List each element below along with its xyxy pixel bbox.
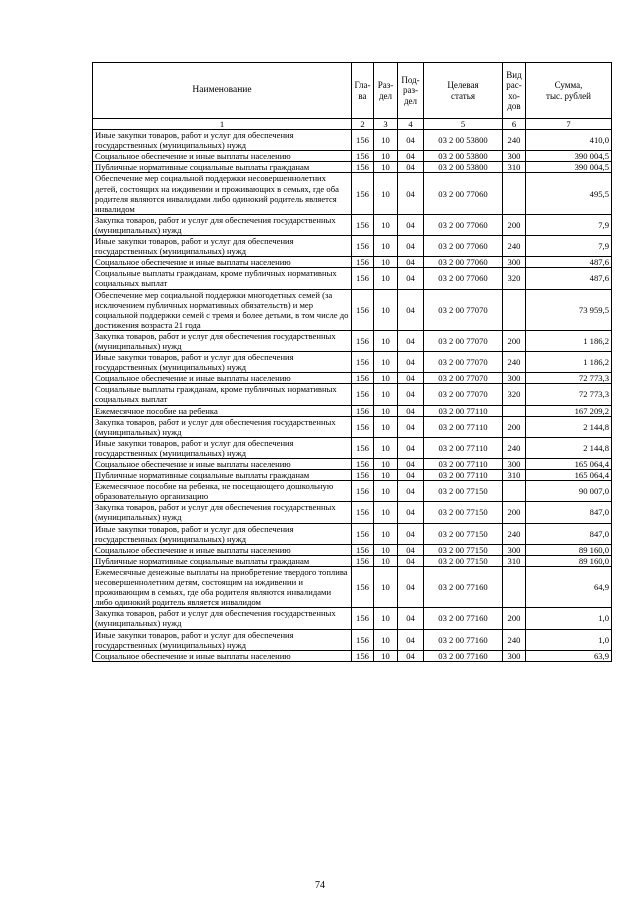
row-name: Ежемесячное пособие на ребенка bbox=[93, 405, 352, 416]
table-row bbox=[93, 459, 612, 470]
row-name: Иные закупки товаров, работ и услуг для обеспечения государственных (муниципальных) нужд bbox=[93, 437, 352, 458]
row-vid: 300 bbox=[503, 650, 526, 661]
row-vid: 240 bbox=[503, 629, 526, 650]
row-podrazdel: 04 bbox=[398, 437, 424, 458]
row-razdel: 10 bbox=[374, 257, 398, 268]
row-glava: 156 bbox=[352, 289, 374, 330]
row-target: 03 2 00 77150 bbox=[424, 481, 503, 502]
row-razdel: 10 bbox=[374, 236, 398, 257]
row-podrazdel: 04 bbox=[398, 384, 424, 405]
row-glava: 156 bbox=[352, 523, 374, 544]
column-number: 3 bbox=[374, 119, 398, 130]
row-name: Иные закупки товаров, работ и услуг для обеспечения государственных (муниципальных) нужд bbox=[93, 352, 352, 373]
row-vid: 300 bbox=[503, 544, 526, 555]
row-razdel: 10 bbox=[374, 352, 398, 373]
row-podrazdel: 04 bbox=[398, 130, 424, 151]
row-vid: 240 bbox=[503, 130, 526, 151]
table-row bbox=[93, 268, 612, 289]
row-razdel: 10 bbox=[374, 416, 398, 437]
table-row bbox=[93, 566, 612, 607]
row-razdel: 10 bbox=[374, 544, 398, 555]
row-razdel: 10 bbox=[374, 555, 398, 566]
row-name: Социальное обеспечение и иные выплаты населению bbox=[93, 151, 352, 162]
row-target: 03 2 00 77160 bbox=[424, 566, 503, 607]
row-podrazdel: 04 bbox=[398, 151, 424, 162]
row-glava: 156 bbox=[352, 405, 374, 416]
row-target: 03 2 00 77150 bbox=[424, 555, 503, 566]
table-row bbox=[93, 523, 612, 544]
row-name: Социальное обеспечение и иные выплаты населению bbox=[93, 459, 352, 470]
row-podrazdel: 04 bbox=[398, 405, 424, 416]
row-vid bbox=[503, 566, 526, 607]
table-row bbox=[93, 555, 612, 566]
row-sum: 72 773,3 bbox=[526, 384, 612, 405]
row-podrazdel: 04 bbox=[398, 459, 424, 470]
row-razdel: 10 bbox=[374, 151, 398, 162]
row-glava: 156 bbox=[352, 459, 374, 470]
row-glava: 156 bbox=[352, 437, 374, 458]
table-row bbox=[93, 384, 612, 405]
row-target: 03 2 00 77060 bbox=[424, 268, 503, 289]
row-glava: 156 bbox=[352, 330, 374, 351]
row-vid: 300 bbox=[503, 373, 526, 384]
row-glava: 156 bbox=[352, 214, 374, 235]
row-sum: 847,0 bbox=[526, 523, 612, 544]
row-razdel: 10 bbox=[374, 268, 398, 289]
row-vid: 200 bbox=[503, 416, 526, 437]
table-row bbox=[93, 416, 612, 437]
page-number: 74 bbox=[315, 880, 325, 891]
column-number: 2 bbox=[352, 119, 374, 130]
row-vid: 200 bbox=[503, 502, 526, 523]
row-podrazdel: 04 bbox=[398, 523, 424, 544]
table-row bbox=[93, 352, 612, 373]
row-target: 03 2 00 77110 bbox=[424, 437, 503, 458]
row-name: Иные закупки товаров, работ и услуг для обеспечения государственных (муниципальных) нужд bbox=[93, 236, 352, 257]
row-sum: 2 144,8 bbox=[526, 416, 612, 437]
row-glava: 156 bbox=[352, 502, 374, 523]
table-row bbox=[93, 481, 612, 502]
row-podrazdel: 04 bbox=[398, 608, 424, 629]
row-target: 03 2 00 77110 bbox=[424, 405, 503, 416]
row-target: 03 2 00 53800 bbox=[424, 162, 503, 173]
column-number: 7 bbox=[526, 119, 612, 130]
row-name: Социальное обеспечение и иные выплаты населению bbox=[93, 650, 352, 661]
row-sum: 89 160,0 bbox=[526, 555, 612, 566]
row-sum: 64,9 bbox=[526, 566, 612, 607]
row-glava: 156 bbox=[352, 629, 374, 650]
row-target: 03 2 00 77070 bbox=[424, 352, 503, 373]
row-target: 03 2 00 77160 bbox=[424, 608, 503, 629]
row-podrazdel: 04 bbox=[398, 544, 424, 555]
row-glava: 156 bbox=[352, 268, 374, 289]
row-name: Закупка товаров, работ и услуг для обеспечения государственных (муниципальных) нужд bbox=[93, 214, 352, 235]
row-podrazdel: 04 bbox=[398, 470, 424, 481]
row-razdel: 10 bbox=[374, 502, 398, 523]
row-vid: 200 bbox=[503, 330, 526, 351]
row-podrazdel: 04 bbox=[398, 502, 424, 523]
row-name: Социальные выплаты гражданам, кроме публичных нормативных социальных выплат bbox=[93, 384, 352, 405]
row-sum: 847,0 bbox=[526, 502, 612, 523]
row-glava: 156 bbox=[352, 236, 374, 257]
row-sum: 89 160,0 bbox=[526, 544, 612, 555]
row-vid: 300 bbox=[503, 257, 526, 268]
row-glava: 156 bbox=[352, 481, 374, 502]
row-sum: 390 004,5 bbox=[526, 151, 612, 162]
table-row bbox=[93, 470, 612, 481]
table-row bbox=[93, 405, 612, 416]
row-glava: 156 bbox=[352, 373, 374, 384]
row-vid: 310 bbox=[503, 162, 526, 173]
row-vid: 320 bbox=[503, 268, 526, 289]
row-sum: 487,6 bbox=[526, 268, 612, 289]
row-target: 03 2 00 77150 bbox=[424, 523, 503, 544]
table-row bbox=[93, 130, 612, 151]
row-sum: 90 007,0 bbox=[526, 481, 612, 502]
row-razdel: 10 bbox=[374, 330, 398, 351]
table-row bbox=[93, 162, 612, 173]
row-target: 03 2 00 77110 bbox=[424, 416, 503, 437]
row-razdel: 10 bbox=[374, 384, 398, 405]
column-number: 4 bbox=[398, 119, 424, 130]
table-row bbox=[93, 257, 612, 268]
row-name: Обеспечение мер социальной поддержки несовершеннолетних детей, состоящих на иждивении и проживающих в семьях, где оба родителя являются инвалидами либо одинокий родитель является инвалидом bbox=[93, 173, 352, 214]
row-target: 03 2 00 77060 bbox=[424, 236, 503, 257]
header-podrazdel: Под- раз- дел bbox=[398, 63, 424, 119]
row-glava: 156 bbox=[352, 544, 374, 555]
row-razdel: 10 bbox=[374, 214, 398, 235]
row-name: Закупка товаров, работ и услуг для обеспечения государственных (муниципальных) нужд bbox=[93, 330, 352, 351]
row-razdel: 10 bbox=[374, 650, 398, 661]
row-glava: 156 bbox=[352, 130, 374, 151]
row-vid: 240 bbox=[503, 352, 526, 373]
row-podrazdel: 04 bbox=[398, 555, 424, 566]
row-podrazdel: 04 bbox=[398, 330, 424, 351]
header-vid: Вид рас- хо- дов bbox=[503, 63, 526, 119]
row-podrazdel: 04 bbox=[398, 173, 424, 214]
row-podrazdel: 04 bbox=[398, 416, 424, 437]
table-body bbox=[93, 130, 612, 662]
row-vid: 300 bbox=[503, 151, 526, 162]
row-target: 03 2 00 77150 bbox=[424, 502, 503, 523]
row-glava: 156 bbox=[352, 566, 374, 607]
row-name: Иные закупки товаров, работ и услуг для обеспечения государственных (муниципальных) нужд bbox=[93, 629, 352, 650]
row-name: Публичные нормативные социальные выплаты гражданам bbox=[93, 555, 352, 566]
row-podrazdel: 04 bbox=[398, 257, 424, 268]
row-vid: 240 bbox=[503, 236, 526, 257]
row-vid bbox=[503, 405, 526, 416]
row-glava: 156 bbox=[352, 470, 374, 481]
column-number: 6 bbox=[503, 119, 526, 130]
row-glava: 156 bbox=[352, 162, 374, 173]
row-sum: 1,0 bbox=[526, 608, 612, 629]
row-glava: 156 bbox=[352, 416, 374, 437]
row-razdel: 10 bbox=[374, 481, 398, 502]
row-vid: 240 bbox=[503, 437, 526, 458]
row-sum: 167 209,2 bbox=[526, 405, 612, 416]
table-row bbox=[93, 173, 612, 214]
row-name: Социальное обеспечение и иные выплаты населению bbox=[93, 257, 352, 268]
row-target: 03 2 00 53800 bbox=[424, 130, 503, 151]
row-name: Социальное обеспечение и иные выплаты населению bbox=[93, 544, 352, 555]
row-target: 03 2 00 77060 bbox=[424, 257, 503, 268]
row-razdel: 10 bbox=[374, 130, 398, 151]
row-razdel: 10 bbox=[374, 608, 398, 629]
row-glava: 156 bbox=[352, 173, 374, 214]
header-target: Целевая статья bbox=[424, 63, 503, 119]
table-row bbox=[93, 650, 612, 661]
row-sum: 390 004,5 bbox=[526, 162, 612, 173]
table-row bbox=[93, 629, 612, 650]
column-number-row bbox=[93, 119, 612, 130]
row-target: 03 2 00 77110 bbox=[424, 470, 503, 481]
row-vid: 310 bbox=[503, 555, 526, 566]
row-podrazdel: 04 bbox=[398, 650, 424, 661]
column-number: 1 bbox=[93, 119, 352, 130]
row-sum: 63,9 bbox=[526, 650, 612, 661]
table-row bbox=[93, 289, 612, 330]
row-vid bbox=[503, 289, 526, 330]
header-sum: Сумма, тыс. рублей bbox=[526, 63, 612, 119]
row-podrazdel: 04 bbox=[398, 373, 424, 384]
row-razdel: 10 bbox=[374, 629, 398, 650]
row-name: Публичные нормативные социальные выплаты гражданам bbox=[93, 470, 352, 481]
row-name: Закупка товаров, работ и услуг для обеспечения государственных (муниципальных) нужд bbox=[93, 608, 352, 629]
row-target: 03 2 00 77070 bbox=[424, 384, 503, 405]
row-glava: 156 bbox=[352, 384, 374, 405]
table-row bbox=[93, 151, 612, 162]
row-name: Публичные нормативные социальные выплаты гражданам bbox=[93, 162, 352, 173]
row-sum: 73 959,5 bbox=[526, 289, 612, 330]
row-sum: 487,6 bbox=[526, 257, 612, 268]
row-podrazdel: 04 bbox=[398, 289, 424, 330]
row-razdel: 10 bbox=[374, 459, 398, 470]
row-name: Закупка товаров, работ и услуг для обеспечения государственных (муниципальных) нужд bbox=[93, 416, 352, 437]
row-glava: 156 bbox=[352, 257, 374, 268]
row-glava: 156 bbox=[352, 650, 374, 661]
row-sum: 165 064,4 bbox=[526, 459, 612, 470]
row-podrazdel: 04 bbox=[398, 629, 424, 650]
row-glava: 156 bbox=[352, 608, 374, 629]
row-name: Иные закупки товаров, работ и услуг для обеспечения государственных (муниципальных) нужд bbox=[93, 130, 352, 151]
row-vid: 310 bbox=[503, 470, 526, 481]
row-sum: 7,9 bbox=[526, 214, 612, 235]
row-razdel: 10 bbox=[374, 373, 398, 384]
row-name: Ежемесячные денежные выплаты на приобретение твердого топлива несовершеннолетним детям, состоящим на иждивении и проживающим в семьях, где оба родителя являются инвалидами либо одинокий родитель является инвалидом bbox=[93, 566, 352, 607]
table-row bbox=[93, 608, 612, 629]
row-target: 03 2 00 77060 bbox=[424, 173, 503, 214]
row-podrazdel: 04 bbox=[398, 352, 424, 373]
table-row bbox=[93, 373, 612, 384]
row-target: 03 2 00 77160 bbox=[424, 629, 503, 650]
row-podrazdel: 04 bbox=[398, 162, 424, 173]
row-target: 03 2 00 77070 bbox=[424, 330, 503, 351]
row-vid: 200 bbox=[503, 608, 526, 629]
row-target: 03 2 00 77160 bbox=[424, 650, 503, 661]
row-vid bbox=[503, 481, 526, 502]
row-target: 03 2 00 77070 bbox=[424, 289, 503, 330]
row-name: Социальное обеспечение и иные выплаты населению bbox=[93, 373, 352, 384]
row-vid bbox=[503, 173, 526, 214]
header-glava: Гла- ва bbox=[352, 63, 374, 119]
row-podrazdel: 04 bbox=[398, 214, 424, 235]
row-razdel: 10 bbox=[374, 289, 398, 330]
row-glava: 156 bbox=[352, 151, 374, 162]
row-podrazdel: 04 bbox=[398, 268, 424, 289]
header-razdel: Раз- дел bbox=[374, 63, 398, 119]
header-name: Наименование bbox=[93, 63, 352, 119]
table-header bbox=[93, 63, 612, 130]
row-name: Иные закупки товаров, работ и услуг для обеспечения государственных (муниципальных) нужд bbox=[93, 523, 352, 544]
row-glava: 156 bbox=[352, 555, 374, 566]
table-row bbox=[93, 214, 612, 235]
row-sum: 1 186,2 bbox=[526, 352, 612, 373]
row-sum: 7,9 bbox=[526, 236, 612, 257]
row-target: 03 2 00 53800 bbox=[424, 151, 503, 162]
row-target: 03 2 00 77150 bbox=[424, 544, 503, 555]
row-target: 03 2 00 77070 bbox=[424, 373, 503, 384]
table-row bbox=[93, 544, 612, 555]
row-razdel: 10 bbox=[374, 173, 398, 214]
row-podrazdel: 04 bbox=[398, 236, 424, 257]
table-row bbox=[93, 236, 612, 257]
row-razdel: 10 bbox=[374, 405, 398, 416]
row-vid: 320 bbox=[503, 384, 526, 405]
row-sum: 495,5 bbox=[526, 173, 612, 214]
row-target: 03 2 00 77060 bbox=[424, 214, 503, 235]
row-name: Социальные выплаты гражданам, кроме публичных нормативных социальных выплат bbox=[93, 268, 352, 289]
row-target: 03 2 00 77110 bbox=[424, 459, 503, 470]
row-glava: 156 bbox=[352, 352, 374, 373]
column-number: 5 bbox=[424, 119, 503, 130]
header-row bbox=[93, 63, 612, 119]
row-razdel: 10 bbox=[374, 437, 398, 458]
budget-table bbox=[92, 62, 612, 662]
row-sum: 72 773,3 bbox=[526, 373, 612, 384]
row-sum: 1,0 bbox=[526, 629, 612, 650]
row-razdel: 10 bbox=[374, 470, 398, 481]
table-row bbox=[93, 330, 612, 351]
row-razdel: 10 bbox=[374, 566, 398, 607]
row-name: Обеспечение мер социальной поддержки многодетных семей (за исключением публичных нормативных обязательств) и мер социальной поддержки семей с тремя и более детьми, в том числе до достижения возраста 21 года bbox=[93, 289, 352, 330]
row-podrazdel: 04 bbox=[398, 481, 424, 502]
row-razdel: 10 bbox=[374, 162, 398, 173]
table-row bbox=[93, 437, 612, 458]
row-vid: 240 bbox=[503, 523, 526, 544]
row-sum: 1 186,2 bbox=[526, 330, 612, 351]
row-vid: 300 bbox=[503, 459, 526, 470]
row-sum: 165 064,4 bbox=[526, 470, 612, 481]
row-vid: 200 bbox=[503, 214, 526, 235]
row-name: Ежемесячное пособие на ребенка, не посещающего дошкольную образовательную организацию bbox=[93, 481, 352, 502]
row-sum: 2 144,8 bbox=[526, 437, 612, 458]
row-podrazdel: 04 bbox=[398, 566, 424, 607]
row-razdel: 10 bbox=[374, 523, 398, 544]
row-name: Закупка товаров, работ и услуг для обеспечения государственных (муниципальных) нужд bbox=[93, 502, 352, 523]
table-row bbox=[93, 502, 612, 523]
row-sum: 410,0 bbox=[526, 130, 612, 151]
